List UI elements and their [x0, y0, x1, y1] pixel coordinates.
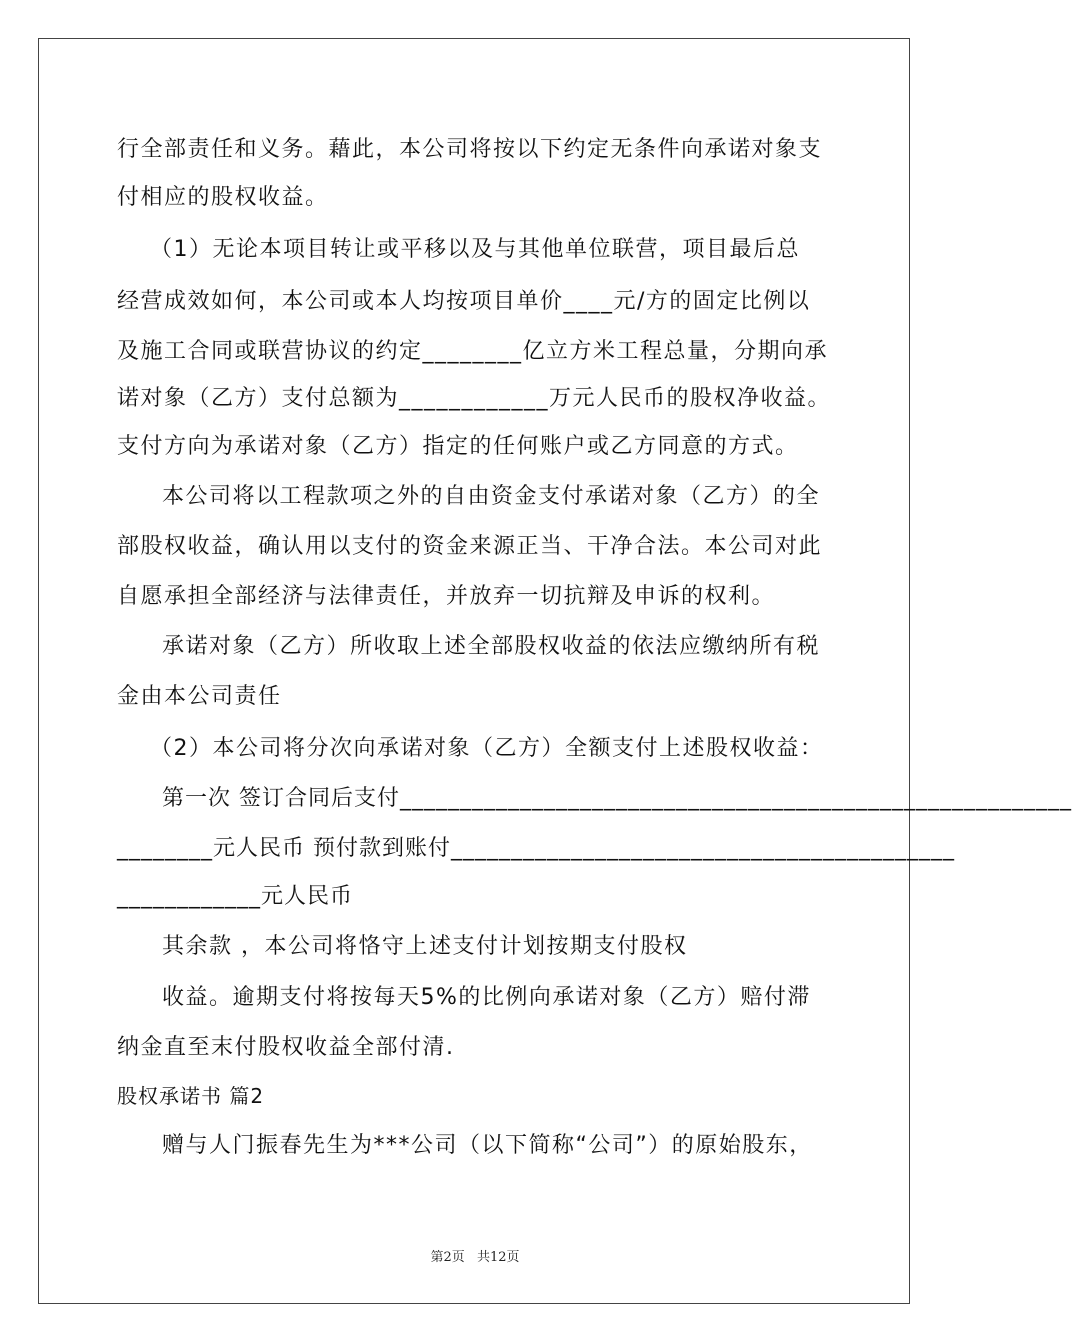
body-line-13: （2）本公司将分次向承诺对象（乙方）全额支付上述股权收益： [150, 736, 824, 761]
body-line-17: 其余款 ，本公司将恪守上述支付计划按期支付股权 [162, 934, 688, 959]
body-line-9: 部股权收益，确认用以支付的资金来源正当、干净合法。本公司对此 [117, 534, 823, 559]
body-line-12: 金由本公司责任 [117, 684, 282, 709]
body-line-18: 收益。逾期支付将按每天5%的比例向承诺对象（乙方）赔付滞 [162, 985, 811, 1010]
body-line-10: 自愿承担全部经济与法律责任，并放弃一切抗辩及申诉的权利。 [117, 584, 776, 609]
body-line-5: 及施工合同或联营协议的约定________亿立方米工程总量，分期向承 [117, 339, 829, 364]
page-border [38, 38, 1072, 1304]
page-number: 第2页 [430, 1250, 465, 1265]
payment-line-3: ____________元人民币 [117, 884, 354, 909]
body-line-19: 纳金直至末付股权收益全部付清. [117, 1035, 455, 1060]
page-footer [0, 1246, 950, 1265]
body-line-11: 承诺对象（乙方）所收取上述全部股权收益的依法应缴纳所有税 [162, 634, 821, 659]
body-line-7: 支付方向为承诺对象（乙方）指定的任何账户或乙方同意的方式。 [117, 434, 799, 459]
payment-line-1: 第一次 签订合同后支付________________________________________________________ [162, 786, 1072, 811]
body-line-8: 本公司将以工程款项之外的自由资金支付承诺对象（乙方）的全 [162, 484, 821, 509]
body-line-1: 行全部责任和义务。藉此，本公司将按以下约定无条件向承诺对象支 [117, 137, 823, 162]
payment-line-2: ________元人民币 预付款到账付__________________________________________ [117, 836, 955, 861]
body-line-3: （1）无论本项目转让或平移以及与其他单位联营，项目最后总 [150, 237, 800, 262]
body-line-4: 经营成效如何，本公司或本人均按项目单价____元/方的固定比例以 [117, 289, 811, 314]
section-heading: 股权承诺书 篇2 [117, 1084, 265, 1108]
page-total: 共12页 [476, 1250, 520, 1265]
body-line-6: 诺对象（乙方）支付总额为____________万元人民币的股权净收益。 [117, 386, 832, 411]
body-line-2: 付相应的股权收益。 [117, 185, 329, 210]
body-line-21: 赠与人门振春先生为***公司（以下简称“公司”）的原始股东， [162, 1133, 813, 1158]
